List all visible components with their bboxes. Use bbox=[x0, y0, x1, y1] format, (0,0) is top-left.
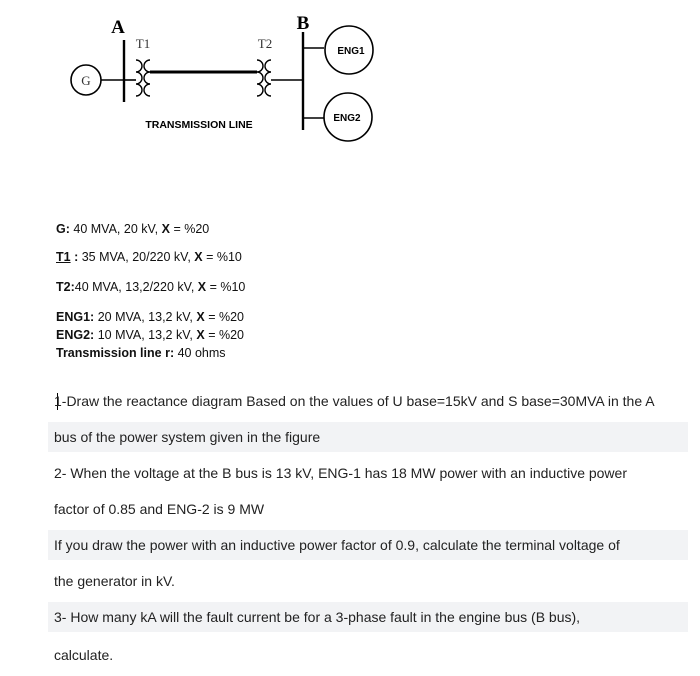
bus-b-label: B bbox=[296, 13, 310, 34]
t1-primary-winding bbox=[136, 60, 142, 96]
question-line: 2- When the voltage at the B bus is 13 kV, ENG-1 has 18 MW power with an inductive power bbox=[54, 465, 627, 481]
spec-eng2 bbox=[56, 326, 244, 344]
eng1-label: ENG1 bbox=[337, 46, 365, 57]
spec-x: X bbox=[196, 310, 205, 324]
spec-value: = %10 bbox=[202, 250, 242, 264]
spec-x: X bbox=[194, 250, 203, 264]
spec-x: X bbox=[197, 280, 207, 294]
spec-sep: : bbox=[70, 250, 79, 264]
spec-generator bbox=[56, 220, 209, 238]
spec-sep: : bbox=[90, 310, 95, 324]
spec-value: = %20 bbox=[204, 328, 244, 342]
generator-label: G bbox=[81, 73, 91, 88]
question-line: 1-Draw the reactance diagram Based on the values of U base=15kV and S base=30MVA in the A bbox=[54, 393, 655, 409]
spec-name: T1 bbox=[56, 250, 71, 264]
spec-rating: 40 MVA, 20 kV, bbox=[69, 222, 162, 236]
spec-x: X bbox=[161, 222, 170, 236]
question-line: the generator in kV. bbox=[54, 573, 175, 589]
spec-eng1 bbox=[56, 308, 244, 326]
bus-a-label: A bbox=[111, 17, 125, 38]
spec-sep: : bbox=[70, 280, 75, 294]
spec-rating: 40 MVA, 13,2/220 kV, bbox=[74, 280, 198, 294]
spec-t1 bbox=[56, 248, 242, 266]
spec-name: T2 bbox=[56, 280, 71, 294]
question-line: calculate. bbox=[54, 647, 114, 663]
spec-transmission-line bbox=[56, 344, 226, 362]
spec-name: ENG1 bbox=[56, 310, 91, 324]
transmission-line-label: TRANSMISSION LINE bbox=[145, 119, 253, 131]
spec-name: ENG2 bbox=[56, 328, 91, 342]
spec-value: = %20 bbox=[169, 222, 210, 236]
spec-sep: : bbox=[169, 346, 175, 360]
spec-sep: : bbox=[65, 222, 70, 236]
question-line: 3- How many kA will the fault current be for a 3-phase fault in the engine bus (B bus), bbox=[54, 609, 581, 625]
spec-rating: 35 MVA, 20/220 kV, bbox=[78, 250, 195, 264]
spec-x: X bbox=[196, 328, 205, 342]
spec-rating: 40 ohms bbox=[174, 346, 226, 360]
spec-value: = %20 bbox=[204, 310, 244, 324]
spec-value: = %10 bbox=[206, 280, 246, 294]
spec-sep: : bbox=[90, 328, 95, 342]
question-line: factor of 0.85 and ENG-2 is 9 MW bbox=[54, 501, 265, 517]
spec-name: G bbox=[56, 222, 66, 236]
t1-secondary-winding bbox=[144, 60, 150, 96]
spec-name: Transmission line r bbox=[56, 346, 170, 360]
t2-label: T2 bbox=[257, 36, 273, 51]
eng2-label: ENG2 bbox=[333, 113, 361, 124]
question-line: bus of the power system given in the figure bbox=[54, 429, 321, 445]
spec-rating: 20 MVA, 13,2 kV, bbox=[94, 310, 197, 324]
spec-t2 bbox=[56, 278, 245, 296]
t2-primary-winding bbox=[257, 60, 263, 96]
question-line: If you draw the power with an inductive power factor of 0.9, calculate the terminal voltage of bbox=[54, 537, 620, 553]
single-line-diagram bbox=[0, 0, 700, 200]
t2-secondary-winding bbox=[265, 60, 271, 96]
t1-label: T1 bbox=[135, 36, 151, 51]
spec-rating: 10 MVA, 13,2 kV, bbox=[94, 328, 197, 342]
